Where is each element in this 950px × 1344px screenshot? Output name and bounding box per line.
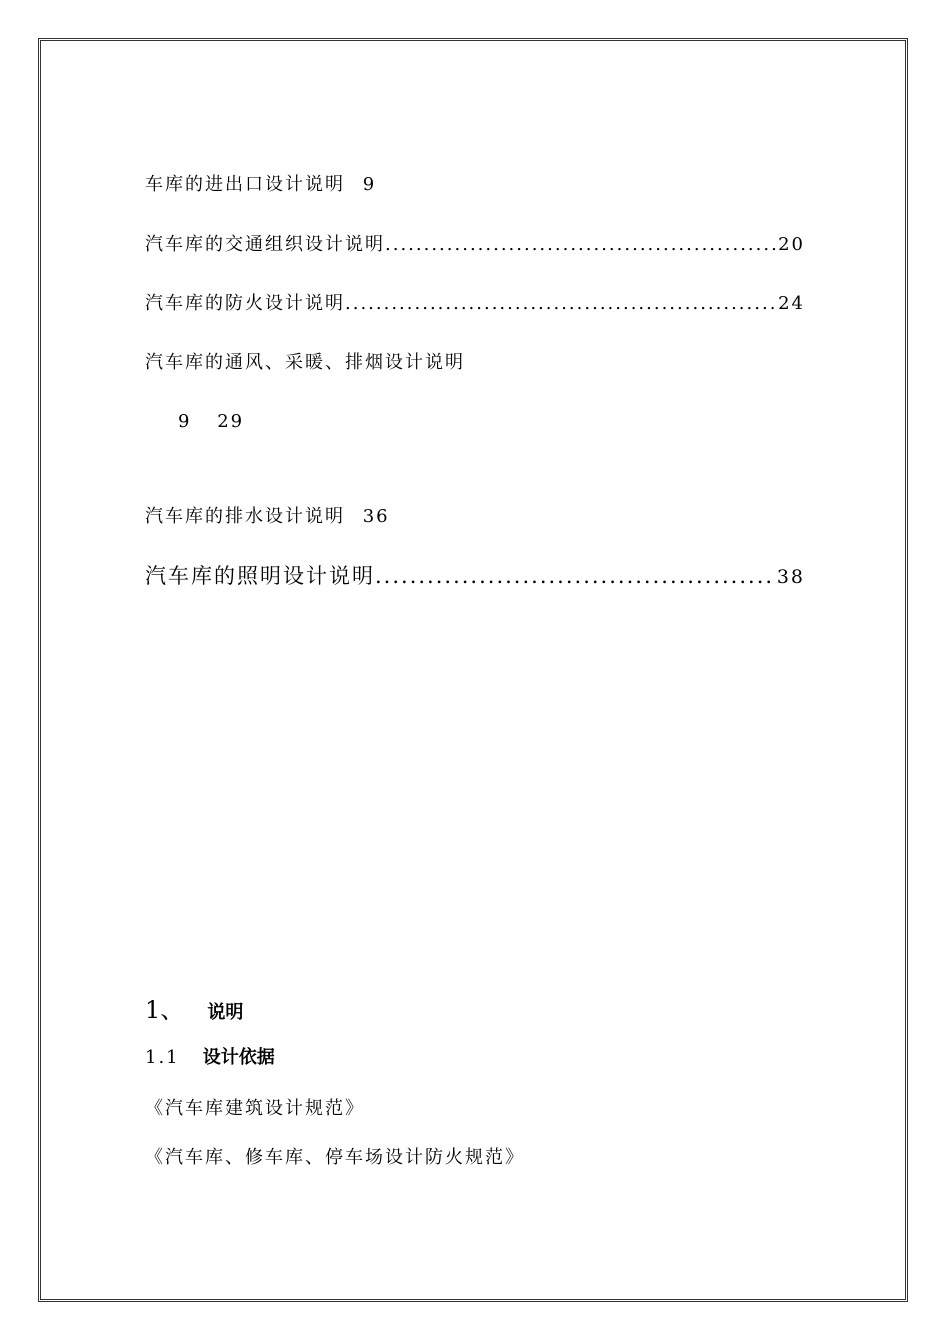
toc-entry-title: 汽车库的交通组织设计说明: [145, 234, 385, 255]
toc-entry-title: 汽车库的照明设计说明: [145, 564, 375, 588]
toc-entry-5[interactable]: [145, 508, 390, 526]
section-number: 1、: [145, 996, 185, 1024]
toc-leader-dots: [385, 236, 776, 254]
toc-entry-6[interactable]: [145, 566, 805, 587]
subsection-number: 1.1: [145, 1047, 180, 1068]
toc-entry-2[interactable]: [145, 236, 805, 254]
toc-leader-dots: [345, 295, 776, 313]
toc-entry-3[interactable]: [145, 295, 805, 313]
toc-entry-1[interactable]: [145, 176, 376, 194]
toc-entry-page: 36: [362, 506, 390, 527]
reference-item: 《汽车库建筑设计规范》: [145, 1098, 365, 1119]
toc-entry-title: 车库的进出口设计说明: [145, 174, 345, 195]
reference-item: 《汽车库、修车库、停车场设计防火规范》: [145, 1147, 525, 1168]
section-title: 说明: [207, 1002, 244, 1023]
subsection-heading: [145, 1049, 275, 1067]
section-heading: [145, 998, 243, 1022]
toc-entry-page: 24: [778, 293, 805, 314]
toc-entry-page: 9: [362, 174, 377, 195]
toc-leader-dots: [375, 566, 775, 587]
toc-entry-title: 汽车库的通风、采暖、排烟设计说明: [145, 352, 465, 373]
toc-entry-title: 汽车库的防火设计说明: [145, 293, 345, 314]
toc-entry-4[interactable]: [145, 354, 465, 372]
subsection-title: 设计依据: [202, 1047, 275, 1068]
toc-entry-page: 20: [778, 234, 805, 255]
toc-entry-title: 汽车库的排水设计说明: [145, 506, 345, 527]
toc-entry-page: 9: [178, 411, 192, 432]
toc-entry-page: 29: [217, 411, 245, 432]
toc-entry-page: 38: [776, 566, 805, 588]
toc-entry-4-pages: [178, 413, 244, 431]
